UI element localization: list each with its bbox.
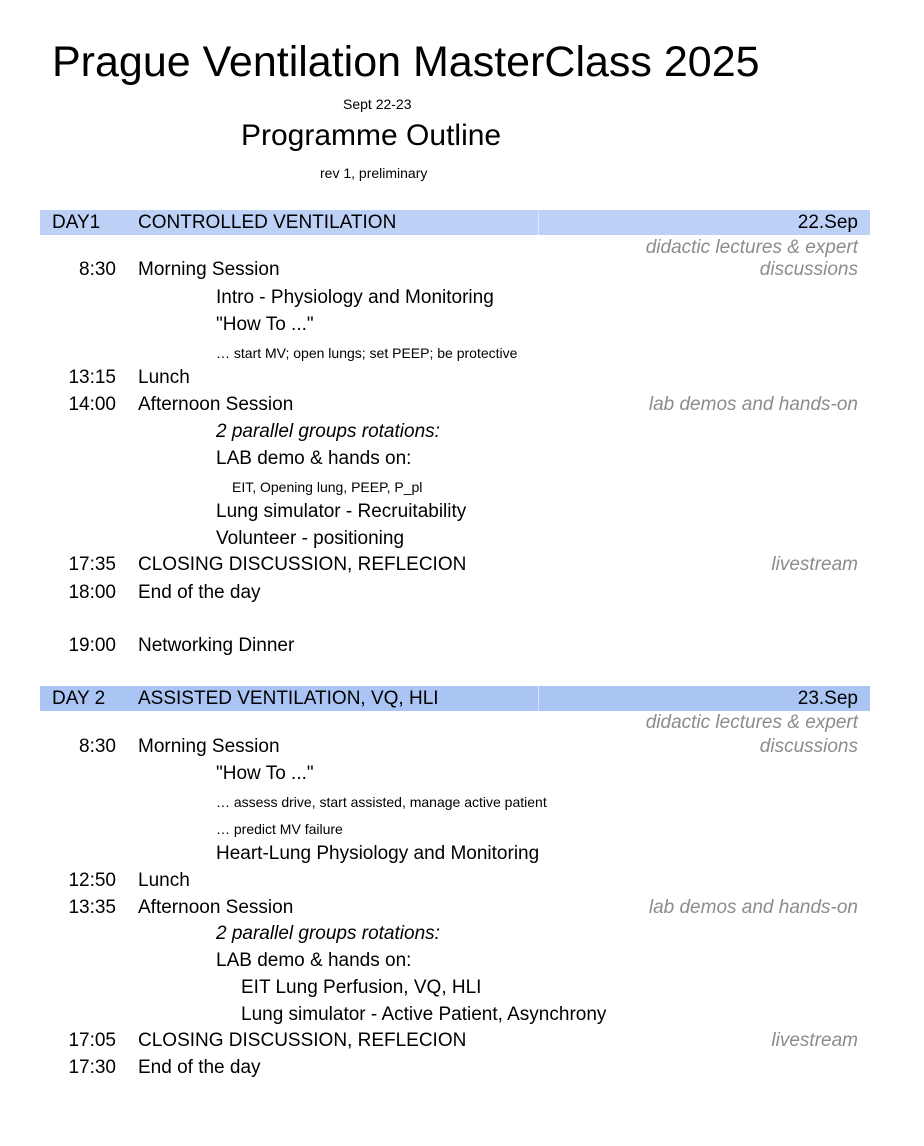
- session-note: livestream: [771, 1030, 858, 1051]
- session-subitem: … assess drive, start assisted, manage active patient: [216, 794, 547, 810]
- time: 19:00: [68, 635, 116, 656]
- session-item: "How To ...": [216, 763, 314, 784]
- session-item: Lung simulator - Recruitability: [216, 501, 467, 522]
- session-subitem: … predict MV failure: [216, 821, 343, 837]
- session-title: Networking Dinner: [138, 635, 295, 656]
- session-title: Afternoon Session: [138, 897, 294, 918]
- day2-morning-note: didactic lectures & expert: [645, 712, 858, 733]
- session-title: End of the day: [138, 1057, 261, 1078]
- session-title: Morning Session: [138, 259, 280, 280]
- session-title: Morning Session: [138, 736, 280, 757]
- session-item: Volunteer - positioning: [216, 528, 405, 549]
- day2-label: DAY 2: [52, 688, 106, 709]
- session-item: Intro - Physiology and Monitoring: [216, 287, 494, 308]
- session-title: Lunch: [138, 870, 190, 891]
- session-note: lab demos and hands-on: [648, 897, 858, 918]
- session-item: LAB demo & hands on:: [216, 448, 412, 469]
- session-title: CLOSING DISCUSSION, REFLECION: [138, 1030, 467, 1051]
- document-title: Prague Ventilation MasterClass 2025: [52, 38, 760, 86]
- time: 13:35: [68, 897, 116, 918]
- day1-date: 22.Sep: [797, 212, 858, 233]
- day1-morning-note-2: discussions: [759, 259, 858, 280]
- time: 8:30: [79, 736, 116, 757]
- session-item: "How To ...": [216, 314, 314, 335]
- time: 17:30: [68, 1057, 116, 1078]
- session-title: End of the day: [138, 582, 261, 603]
- event-dates: Sept 22-23: [343, 96, 412, 112]
- programme-heading: Programme Outline: [241, 119, 502, 152]
- session-title: Lunch: [138, 367, 190, 388]
- session-subitem: EIT, Opening lung, PEEP, P_pl: [232, 479, 423, 495]
- session-item: 2 parallel groups rotations:: [216, 421, 440, 442]
- time: 17:35: [68, 554, 116, 575]
- day1-morning-note: didactic lectures & expert: [645, 237, 858, 258]
- time: 18:00: [68, 582, 116, 603]
- day2-date: 23.Sep: [797, 688, 858, 709]
- session-note: lab demos and hands-on: [648, 394, 858, 415]
- day1-theme: CONTROLLED VENTILATION: [138, 212, 397, 233]
- time: 14:00: [68, 394, 116, 415]
- session-subitem: … start MV; open lungs; set PEEP; be protective: [216, 345, 518, 361]
- session-item: LAB demo & hands on:: [216, 950, 412, 971]
- time: 17:05: [68, 1030, 116, 1051]
- session-subitem: Lung simulator - Active Patient, Asynchrony: [241, 1004, 607, 1025]
- session-subitem: EIT Lung Perfusion, VQ, HLI: [241, 977, 482, 998]
- session-item: 2 parallel groups rotations:: [216, 923, 440, 944]
- session-title: CLOSING DISCUSSION, REFLECION: [138, 554, 467, 575]
- time: 13:15: [68, 367, 116, 388]
- day1-label: DAY1: [52, 212, 101, 233]
- day2-theme: ASSISTED VENTILATION, VQ, HLI: [138, 688, 439, 709]
- day2-morning-note-2: discussions: [759, 736, 858, 757]
- time: 12:50: [68, 870, 116, 891]
- time: 8:30: [79, 259, 116, 280]
- session-note: livestream: [771, 554, 858, 575]
- session-title: Afternoon Session: [138, 394, 294, 415]
- session-item: Heart-Lung Physiology and Monitoring: [216, 843, 540, 864]
- revision-note: rev 1, preliminary: [320, 165, 428, 181]
